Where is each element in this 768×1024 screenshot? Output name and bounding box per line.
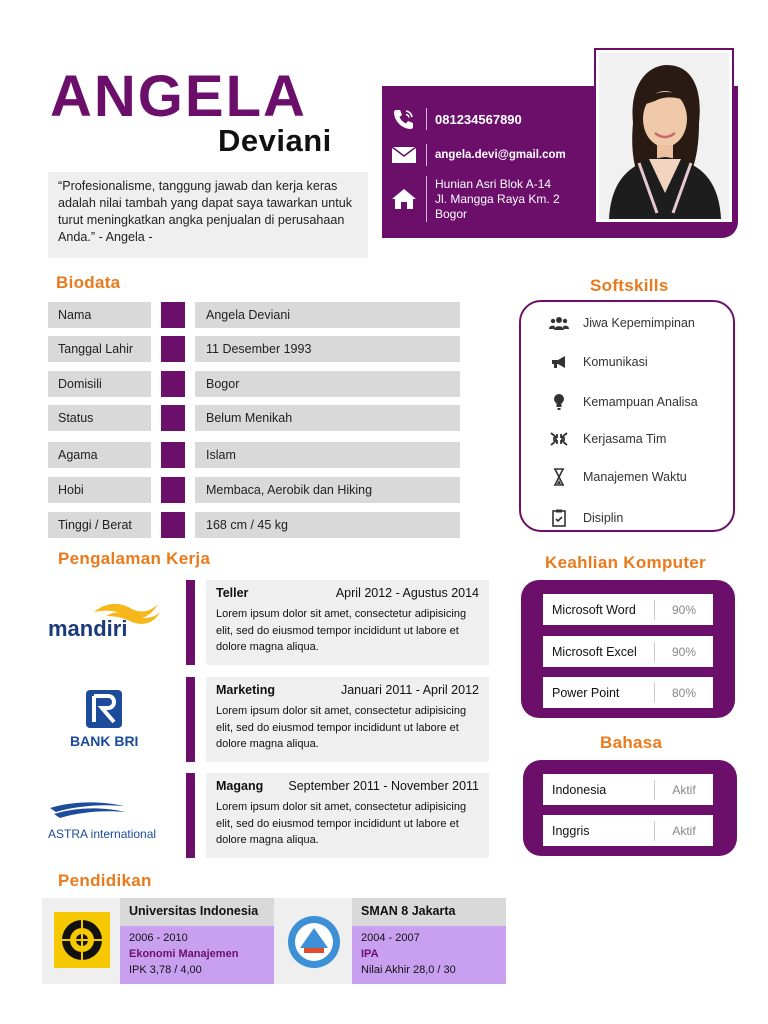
softskill-label: Jiwa Kepemimpinan: [583, 316, 695, 330]
job-role: Marketing: [216, 683, 276, 697]
home-icon: [382, 187, 426, 211]
biodata-value: Bogor: [195, 371, 460, 397]
biodata-marker: [161, 477, 185, 503]
biodata-row: [48, 405, 460, 431]
experience-heading: Pengalaman Kerja: [58, 549, 211, 568]
biodata-marker: [161, 442, 185, 468]
personal-quote: “Profesionalisme, tanggung jawab dan kerja keras adalah nilai tambah yang dapat saya tawarkan untuk turut meningkatkan angka penjualan di perusahaan Anda.” - Angela -: [48, 172, 368, 258]
job-period: April 2012 - Agustus 2014: [335, 586, 479, 600]
biodata-marker: [161, 512, 185, 538]
biodata-row: [48, 512, 460, 538]
school-name: Universitas Indonesia: [120, 898, 274, 926]
biodata-label: Hobi: [48, 477, 151, 503]
skill-level: 80%: [671, 685, 697, 700]
education-detail: [120, 926, 274, 984]
skill-name: Microsoft Word: [552, 602, 636, 617]
skill-name: Microsoft Excel: [552, 644, 637, 659]
softskill-label: Kemampuan Analisa: [583, 395, 698, 409]
softskill-label: Disiplin: [583, 511, 624, 525]
softskill-item: [549, 431, 666, 447]
biodata-value: Belum Menikah: [195, 405, 460, 431]
job-description: Lorem ipsum dolor sit amet, consectetur adipisicing elit, sed do eiusmod tempor incididunt ut labore et dolore magna aliqua.: [216, 608, 467, 653]
education-detail: [352, 926, 506, 984]
experience-card: [206, 580, 489, 665]
bank-bri-logo: [46, 688, 170, 752]
mandiri-logo: [46, 598, 170, 662]
biodata-marker: [161, 405, 185, 431]
language-heading: Bahasa: [600, 733, 663, 752]
biodata-value: Membaca, Aerobik dan Hiking: [195, 477, 460, 503]
biodata-marker: [161, 336, 185, 362]
envelope-icon: [382, 146, 426, 164]
job-description: Lorem ipsum dolor sit amet, consectetur adipisicing elit, sed do eiusmod tempor incididunt ut labore et dolore magna aliqua.: [216, 801, 467, 846]
softskills-heading: Softskills: [590, 276, 669, 295]
education-score: Nilai Akhir 28,0 / 30: [361, 964, 456, 976]
softskill-label: Manajemen Waktu: [583, 470, 687, 484]
experience-bar: [186, 773, 195, 858]
experience-bar: [186, 580, 195, 665]
education-heading: Pendidikan: [58, 871, 152, 890]
group-icon: [549, 315, 569, 331]
computer-skills-panel: [521, 580, 735, 718]
phone-row: [382, 106, 592, 132]
education-item: [42, 898, 274, 984]
biodata-row: [48, 371, 460, 397]
language-level: Aktif: [672, 782, 696, 797]
address-line-1: Hunian Asri Blok A-14: [435, 176, 552, 191]
email-row: [382, 142, 592, 168]
biodata-value: 168 cm / 45 kg: [195, 512, 460, 538]
hourglass-icon: [549, 468, 569, 486]
experience-card: [206, 677, 489, 762]
softskill-item: [549, 315, 695, 331]
phone-icon: [382, 107, 426, 131]
softskill-label: Komunikasi: [583, 355, 648, 369]
biodata-value: Islam: [195, 442, 460, 468]
email-address[interactable]: angela.devi@gmail.com: [435, 148, 566, 161]
education-major: Ekonomi Manajemen: [129, 948, 239, 960]
astra-logo-text: ASTRA international: [48, 827, 157, 841]
education-item: [274, 898, 506, 984]
biodata-label: Tinggi / Berat: [48, 512, 151, 538]
biodata-label: Status: [48, 405, 151, 431]
phone-number[interactable]: 081234567890: [435, 111, 522, 127]
language-name: Inggris: [552, 823, 590, 838]
biodata-heading: Biodata: [56, 273, 121, 292]
biodata-row: [48, 302, 460, 328]
education-years: 2006 - 2010: [129, 932, 188, 944]
lightbulb-icon: [549, 393, 569, 411]
last-name: Deviani: [218, 123, 332, 158]
job-role: Teller: [216, 586, 249, 600]
biodata-row: [48, 336, 460, 362]
language-row: [543, 815, 713, 846]
computer-skills-heading: Keahlian Komputer: [545, 553, 706, 572]
softskill-item: [549, 509, 623, 527]
biodata-marker: [161, 302, 185, 328]
arrows-in-icon: [549, 431, 569, 447]
school-name: SMAN 8 Jakarta: [352, 898, 506, 926]
megaphone-icon: [549, 354, 569, 370]
education-score: IPK 3,78 / 4,00: [129, 964, 202, 976]
skill-level: 90%: [671, 602, 697, 617]
clipboard-icon: [549, 509, 569, 527]
biodata-value: Angela Deviani: [195, 302, 460, 328]
language-name: Indonesia: [552, 782, 607, 797]
language-level: Aktif: [672, 823, 696, 838]
biodata-row: [48, 442, 460, 468]
biodata-row: [48, 477, 460, 503]
softskill-label: Kerjasama Tim: [583, 432, 667, 446]
address-line-3: Bogor: [435, 206, 468, 221]
biodata-label: Tanggal Lahir: [48, 336, 151, 362]
astra-logo: [46, 792, 170, 856]
job-period: Januari 2011 - April 2012: [340, 683, 479, 697]
experience-bar: [186, 677, 195, 762]
address-row: [382, 174, 592, 224]
job-description: Lorem ipsum dolor sit amet, consectetur adipisicing elit, sed do eiusmod tempor incididunt ut labore et dolore magna aliqua.: [216, 705, 467, 750]
address-line-2: Jl. Mangga Raya Km. 2: [435, 191, 560, 206]
language-row: [543, 774, 713, 805]
first-name: ANGELA: [50, 64, 307, 129]
computer-skill-row: [543, 636, 713, 667]
skill-name: Power Point: [552, 685, 620, 700]
biodata-marker: [161, 371, 185, 397]
computer-skill-row: [543, 594, 713, 625]
language-panel: [523, 760, 737, 856]
experience-card: [206, 773, 489, 858]
computer-skill-row: [543, 677, 713, 708]
mandiri-logo-text: mandiri: [48, 616, 128, 641]
softskill-item: [549, 468, 687, 486]
ui-logo: [42, 898, 120, 984]
biodata-label: Domisili: [48, 371, 151, 397]
sman-logo: [274, 898, 352, 984]
biodata-label: Nama: [48, 302, 151, 328]
biodata-value: 11 Desember 1993: [195, 336, 460, 362]
softskill-item: [549, 354, 648, 370]
education-years: 2004 - 2007: [361, 932, 420, 944]
job-period: September 2011 - November 2011: [288, 779, 479, 793]
bank-bri-logo-text: BANK BRI: [70, 733, 139, 749]
softskill-item: [549, 393, 698, 411]
profile-photo: [594, 48, 734, 224]
skill-level: 90%: [671, 644, 697, 659]
address: [435, 177, 560, 222]
job-role: Magang: [216, 779, 264, 793]
softskills-box: [519, 300, 735, 532]
education-major: IPA: [361, 948, 379, 960]
biodata-label: Agama: [48, 442, 151, 468]
